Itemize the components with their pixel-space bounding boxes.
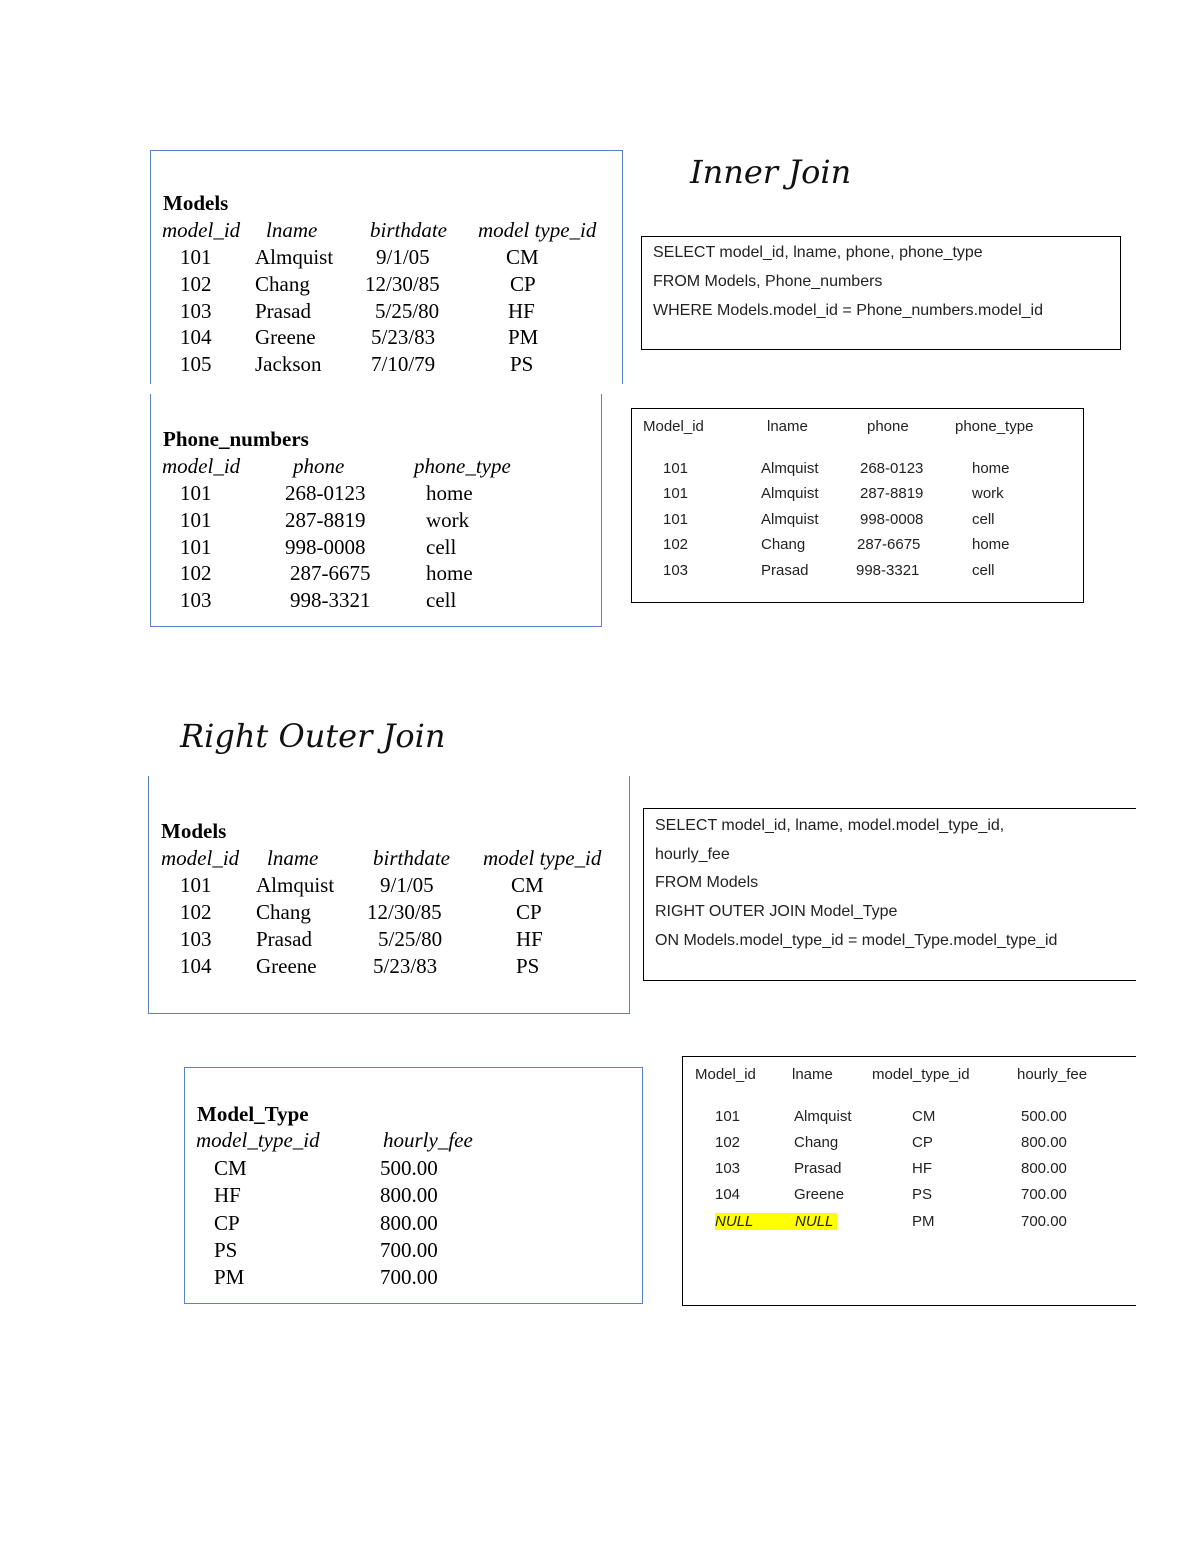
col-hourly-fee: hourly_fee	[383, 1128, 473, 1152]
null-highlight: NULL	[715, 1213, 797, 1230]
models-title-outer: Models	[161, 819, 227, 843]
col-model-id: Model_id	[643, 418, 704, 435]
sql-line: hourly_fee	[655, 846, 730, 863]
sql-line: ON Models.model_type_id = model_Type.model_type_id	[655, 932, 1058, 949]
col-lname: lname	[767, 418, 808, 435]
col-model-type-id: model_type_id	[196, 1128, 320, 1152]
right-outer-join-heading: Right Outer Join	[180, 717, 446, 755]
sql-line: SELECT model_id, lname, phone, phone_type	[653, 244, 983, 261]
sql-line: FROM Models	[655, 874, 759, 891]
col-model-type-id: model type_id	[483, 846, 602, 870]
model-type-title: Model_Type	[197, 1102, 309, 1126]
sql-line: SELECT model_id, lname, model.model_type_id,	[655, 817, 1005, 834]
col-model-id: model_id	[162, 218, 241, 242]
col-model-type-id: model_type_id	[872, 1066, 970, 1083]
col-model-id: model_id	[161, 846, 240, 870]
col-model-id: model_id	[162, 454, 241, 478]
col-model-type-id: model type_id	[478, 218, 597, 242]
sql-line: WHERE Models.model_id = Phone_numbers.model_id	[653, 302, 1043, 319]
col-lname: lname	[792, 1066, 833, 1083]
right-outer-join-result-box	[682, 1056, 1136, 1306]
col-lname: lname	[266, 218, 318, 242]
sql-line: FROM Models, Phone_numbers	[653, 273, 883, 290]
col-phone: phone	[867, 418, 909, 435]
col-lname: lname	[267, 846, 319, 870]
col-hourly-fee: hourly_fee	[1017, 1066, 1088, 1083]
col-birthdate: birthdate	[373, 846, 450, 870]
col-birthdate: birthdate	[370, 218, 447, 242]
col-model-id: Model_id	[695, 1066, 756, 1083]
inner-join-heading: Inner Join	[690, 153, 852, 191]
phone-numbers-title: Phone_numbers	[163, 427, 309, 451]
sql-line: RIGHT OUTER JOIN Model_Type	[655, 903, 898, 920]
col-phone-type: phone_type	[414, 454, 511, 478]
col-phone: phone	[293, 454, 345, 478]
col-phone-type: phone_type	[955, 418, 1034, 435]
models-title-inner: Models	[163, 191, 229, 215]
null-highlight: NULL	[795, 1213, 837, 1230]
